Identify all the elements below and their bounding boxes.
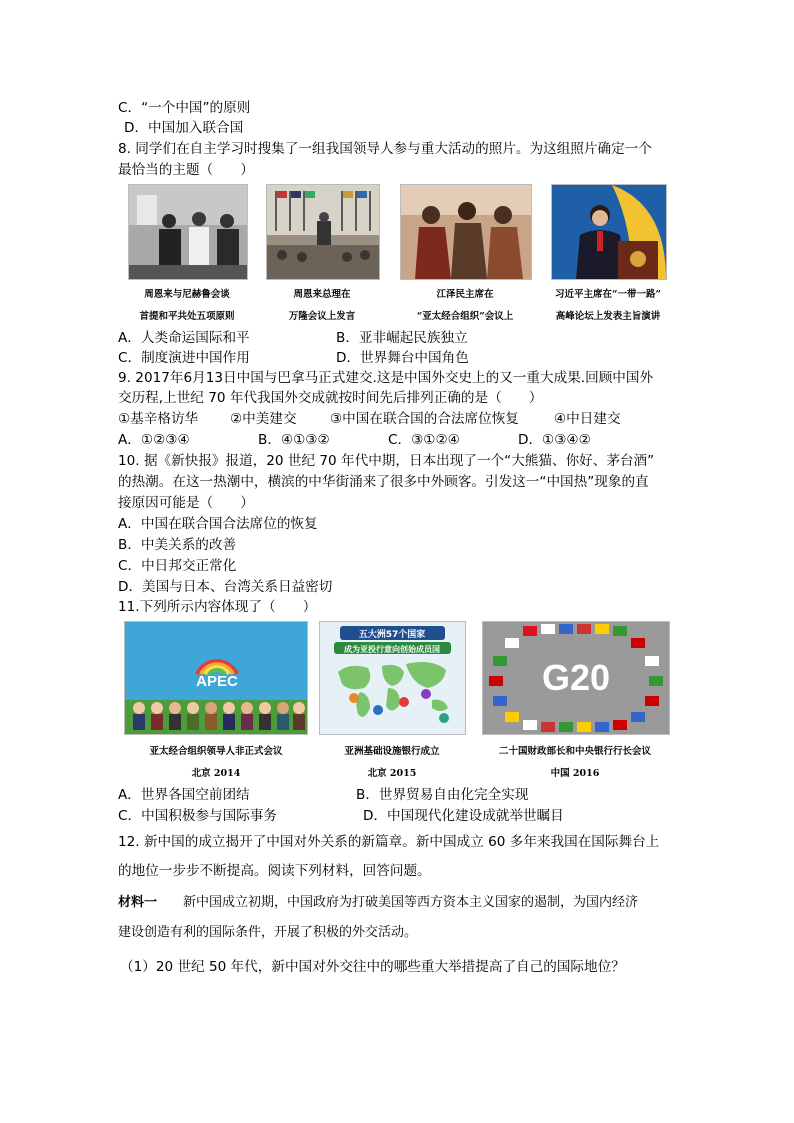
- q10-option-c: C．中日邦交正常化: [118, 558, 237, 574]
- photo-jiang-apec: [400, 184, 532, 280]
- q8-option-d: D．世界舞台中国角色: [336, 350, 469, 366]
- material-1-label: 材料一: [118, 895, 158, 910]
- image-aiib-2015: [319, 621, 466, 735]
- q12-stem-line1: 12. 新中国的成立揭开了中国对外关系的新篇章。新中国成立 60 多年来我国在国际舞台上: [118, 834, 660, 850]
- q11-caption-3: 二十国财政部长和中央银行行长会议 中国 2016: [498, 746, 651, 779]
- apec-logo-text: APEC: [196, 673, 238, 690]
- q8-option-c: C．制度演进中国作用: [118, 350, 250, 366]
- photo-bandung: [266, 184, 380, 280]
- q9-option-b: B．④①③②: [258, 432, 330, 448]
- q9-stem-line1: 9. 2017年6月13日中国与巴拿马正式建交.这是中国外交史上的又一重大成果.回顾中国外: [118, 370, 654, 386]
- image-g20-2016: [482, 621, 670, 735]
- q11-option-b: B．世界贸易自由化完全实现: [356, 787, 529, 803]
- q11-option-c: C．中国积极参与国际事务: [118, 808, 278, 824]
- q8-stem-line1: 8. 同学们在自主学习时搜集了一组我国领导人参与重大活动的照片。为这组照片确定一个: [118, 141, 652, 157]
- q8-option-a: A．人类命运国际和平: [118, 330, 250, 346]
- q8-caption-3: 江泽民主席在 “亚太经合组织”会议上: [416, 289, 514, 322]
- q9-item-2: ②中美建交: [230, 411, 297, 427]
- q9-item-3: ③中国在联合国的合法席位恢复: [330, 411, 519, 427]
- q9-option-a: A．①②③④: [118, 432, 190, 448]
- q7-option-c: C．“一个中国”的原则: [118, 100, 251, 116]
- q12-stem-line2: 的地位一步步不断提高。阅读下列材料，回答问题。: [118, 863, 431, 879]
- q8-stem-line2: 最恰当的主题（ ）: [118, 162, 254, 178]
- photo-zhou-nehru: [128, 184, 248, 280]
- q9-option-d: D．①③④②: [518, 432, 591, 448]
- q9-item-4: ④中日建交: [554, 411, 621, 427]
- image-apec-2014: [124, 621, 308, 735]
- photo-xi-belt-road: [551, 184, 667, 280]
- q11-stem: 11.下列所示内容体现了（ ）: [118, 599, 317, 615]
- aiib-subbanner-text: 成为亚投行意向创始成员国: [344, 645, 440, 654]
- q10-stem-line1: 10. 据《新快报》报道，20 世纪 70 年代中期，日本出现了一个“大熊猫、你好、茅台酒”: [118, 453, 655, 469]
- q11-caption-2: 亚洲基础设施银行成立 北京 2015: [344, 746, 440, 779]
- q10-option-a: A．中国在联合国合法席位的恢复: [118, 516, 318, 532]
- q8-option-b: B．亚非崛起民族独立: [336, 330, 468, 346]
- material-1-line2: 建设创造有利的国际条件，开展了积极的外交活动。: [118, 925, 418, 940]
- q11-option-a: A．世界各国空前团结: [118, 787, 250, 803]
- q8-caption-1: 周恩来与尼赫鲁会谈 首提和平共处五项原则: [139, 289, 235, 322]
- q7-option-d: D．中国加入联合国: [124, 120, 244, 136]
- g20-logo-text: G20: [541, 657, 611, 698]
- q10-stem-line2: 的热潮。在这一热潮中，横滨的中华街涌来了很多中外顾客。引发这一“中国热”现象的直: [118, 474, 649, 490]
- q10-option-d: D．美国与日本、台湾关系日益密切: [118, 579, 333, 595]
- q9-stem-line2: 交历程,上世纪 70 年代我国外交成就按时间先后排列正确的是（ ）: [118, 390, 543, 406]
- q9-option-c: C．③①②④: [388, 432, 460, 448]
- aiib-banner-text: 五大洲57个国家: [358, 630, 426, 640]
- material-1-line1: 材料一 新中国成立初期，中国政府为打破美国等西方资本主义国家的遏制，为国内经济: [118, 895, 639, 910]
- q10-option-b: B．中美关系的改善: [118, 537, 237, 553]
- q8-caption-2: 周恩来总理在 万隆会议上发言: [288, 289, 356, 322]
- q8-caption-4: 习近平主席在“一带一路” 高峰论坛上发表主旨演讲: [555, 289, 661, 322]
- q12-subquestion-1: （1）20 世纪 50 年代，新中国对外交往中的哪些重大举措提高了自己的国际地位？: [120, 959, 625, 975]
- q9-item-1: ①基辛格访华: [118, 411, 199, 427]
- q11-option-d: D．中国现代化建设成就举世瞩目: [363, 808, 564, 824]
- q10-stem-line3: 接原因可能是（ ）: [118, 495, 254, 511]
- q11-caption-1: 亚太经合组织领导人非正式会议 北京 2014: [149, 746, 283, 779]
